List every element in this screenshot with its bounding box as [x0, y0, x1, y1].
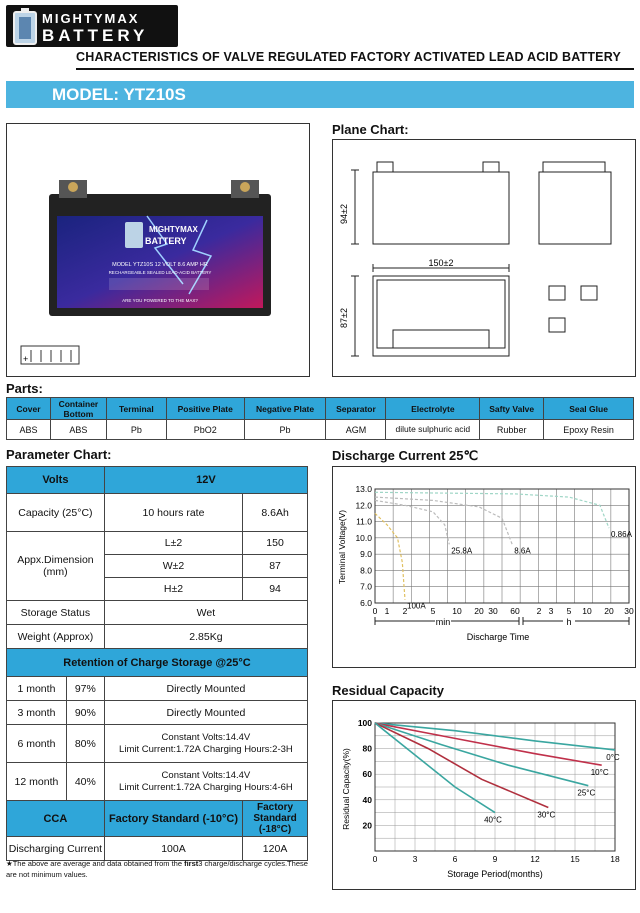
document-headline: CHARACTERISTICS OF VALVE REGULATED FACTORY ACTIVATED LEAD ACID BATTERY — [76, 50, 622, 64]
dim-label: L±2 — [104, 532, 242, 555]
discharge-chart-box — [332, 466, 636, 668]
brand-line-2: BATTERY — [42, 26, 149, 45]
x-tick-label: 0 — [372, 606, 378, 616]
x-tick-label: 3 — [548, 606, 554, 616]
residual-ylabel: Residual Capacity(%) — [341, 748, 351, 830]
cca-label: CCA — [7, 801, 105, 837]
series-label: 25.8A — [451, 546, 473, 556]
retention-period: 1 month — [7, 677, 67, 701]
y-tick-label: 40 — [362, 794, 372, 805]
parameter-title: Parameter Chart: — [6, 447, 112, 462]
label-brand-2: BATTERY — [145, 236, 187, 246]
retention-row — [7, 701, 308, 725]
x-tick-label: 18 — [610, 854, 620, 864]
series-line — [375, 723, 588, 786]
retention-row — [7, 677, 308, 701]
parts-value: Epoxy Resin — [544, 420, 634, 440]
capacity-label: Capacity (25°C) — [7, 494, 105, 532]
parts-header: Negative Plate — [244, 398, 326, 420]
storage-value: Wet — [104, 601, 307, 625]
dim-length: 150±2 — [428, 258, 454, 268]
parts-header: Terminal — [106, 398, 166, 420]
retention-note-line-1: Constant Volts:14.4V — [161, 731, 251, 743]
retention-title: Retention of Charge Storage @25°C — [7, 649, 308, 677]
x-tick-label: 6 — [452, 854, 458, 864]
x-tick-label: 15 — [570, 854, 580, 864]
product-image-box — [6, 123, 310, 377]
retention-pct: 80% — [66, 725, 104, 763]
discharge-unit-min: min — [435, 617, 451, 627]
retention-period: 12 month — [7, 763, 67, 801]
x-tick-label: 12 — [530, 854, 540, 864]
retention-note — [104, 725, 307, 763]
retention-row — [7, 725, 308, 763]
parts-value: PbO2 — [166, 420, 244, 440]
retention-note: Directly Mounted — [104, 677, 307, 701]
x-tick-label: 30 — [488, 606, 498, 616]
plane-chart-box — [332, 139, 636, 377]
x-tick-label: 9 — [492, 854, 498, 864]
brand-line-1: MIGHTYMAX — [42, 11, 140, 26]
series-label: 0°C — [606, 752, 620, 762]
y-tick-label: 9.0 — [360, 549, 372, 560]
footnote-emph: first — [184, 859, 199, 868]
parts-value: Rubber — [480, 420, 544, 440]
parts-value: Pb — [244, 420, 326, 440]
discharging-value-1: 100A — [104, 837, 242, 861]
x-tick-label: 3 — [412, 854, 418, 864]
parts-header: Separator — [326, 398, 386, 420]
weight-value: 2.85Kg — [104, 625, 307, 649]
parts-header: Electrolyte — [386, 398, 480, 420]
series-label: 100A — [407, 601, 426, 611]
x-tick-label: 0 — [372, 854, 378, 864]
discharge-unit-h: h — [566, 617, 572, 627]
x-tick-label: 20 — [604, 606, 614, 616]
residual-title: Residual Capacity — [332, 683, 444, 698]
x-tick-label: 2 — [536, 606, 542, 616]
retention-pct: 90% — [66, 701, 104, 725]
parts-value: ABS — [50, 420, 106, 440]
x-tick-label: 10 — [582, 606, 592, 616]
y-tick-label: 10.0 — [355, 532, 372, 543]
series-label: 0.86A — [611, 530, 632, 540]
series-label: 30°C — [537, 810, 556, 820]
dimension-label: Appx.Dimension (mm) — [7, 532, 105, 601]
y-tick-label: 80 — [362, 743, 372, 754]
weight-label: Weight (Approx) — [7, 625, 105, 649]
series-label: 25°C — [577, 788, 596, 798]
dim-label: W±2 — [104, 555, 242, 578]
discharge-unit-brackets — [375, 617, 629, 625]
parts-header: Positive Plate — [166, 398, 244, 420]
capacity-value: 8.6Ah — [243, 494, 308, 532]
label-line-2: RECHARGEABLE SEALED LEAD-ACID BATTERY — [108, 270, 212, 275]
dim-label: H±2 — [104, 578, 242, 601]
y-tick-label: 7.0 — [360, 581, 372, 592]
retention-note-line-2: Limit Current:1.72A Charging Hours:2-3H — [119, 743, 293, 755]
x-tick-label: 1 — [384, 606, 390, 616]
x-tick-label: 5 — [430, 606, 436, 616]
plane-chart-title: Plane Chart: — [332, 122, 409, 137]
discharge-xlabel: Discharge Time — [466, 632, 530, 642]
parameter-table — [6, 466, 308, 861]
parts-header-row — [7, 398, 634, 420]
battery-illustration — [7, 124, 309, 376]
parts-header: Container Bottom — [50, 398, 106, 420]
dim-height: 94±2 — [339, 204, 349, 224]
factory-standard-10: Factory Standard (-10°C) — [104, 801, 242, 837]
polarity-plus: + — [23, 354, 29, 364]
retention-period: 3 month — [7, 701, 67, 725]
retention-period: 6 month — [7, 725, 67, 763]
retention-pct: 97% — [66, 677, 104, 701]
y-tick-label: 8.0 — [360, 565, 372, 576]
retention-note: Directly Mounted — [104, 701, 307, 725]
parts-value: ABS — [7, 420, 51, 440]
series-line — [375, 492, 609, 528]
parts-value: AGM — [326, 420, 386, 440]
y-tick-label: 6.0 — [360, 598, 372, 608]
series-label: 10°C — [590, 768, 609, 778]
parts-header: Seal Glue — [544, 398, 634, 420]
parts-title: Parts: — [6, 381, 43, 396]
x-tick-label: 20 — [474, 606, 484, 616]
series-label: 40°C — [484, 815, 502, 825]
parts-value-row — [7, 420, 634, 440]
discharge-ylabel: Terminal Voltage(V) — [337, 509, 347, 585]
model-bar — [6, 81, 634, 108]
footnote — [6, 858, 312, 880]
headline-rule — [76, 68, 634, 70]
capacity-rate: 10 hours rate — [104, 494, 242, 532]
x-tick-label: 10 — [452, 606, 462, 616]
y-tick-label: 60 — [362, 769, 372, 780]
brand-logo — [6, 5, 178, 47]
parts-value: Pb — [106, 420, 166, 440]
residual-chart-box — [332, 700, 636, 890]
storage-label: Storage Status — [7, 601, 105, 625]
plane-chart-drawing — [333, 140, 635, 376]
retention-note-line-1: Constant Volts:14.4V — [161, 769, 251, 781]
discharging-value-2: 120A — [243, 837, 308, 861]
retention-note — [104, 763, 307, 801]
discharge-chart — [333, 467, 635, 667]
series-label: 8.6A — [514, 546, 531, 556]
retention-row — [7, 763, 308, 801]
y-tick-label: 12.0 — [355, 500, 372, 511]
dim-width: 87±2 — [339, 308, 349, 328]
label-line-1: MODEL YTZ10S 12 VOLT 8.6 AMP HR — [112, 262, 208, 268]
model-title: MODEL: YTZ10S — [52, 85, 186, 104]
discharging-label: Discharging Current — [7, 837, 105, 861]
x-tick-label: 5 — [566, 606, 572, 616]
volts-value: 12V — [104, 467, 307, 494]
footnote-prefix: ★The above are average and data obtained from the — [6, 859, 185, 868]
footnote-suffix: 3 charge/discharge cycles.These are not minimum values. — [6, 859, 308, 879]
parts-header: Safty Valve — [480, 398, 544, 420]
x-tick-label: 2 — [402, 606, 408, 616]
residual-xlabel: Storage Period(months) — [447, 869, 543, 879]
y-tick-label: 11.0 — [356, 516, 372, 527]
battery-icon — [13, 11, 37, 45]
retention-note-line-2: Limit Current:1.72A Charging Hours:4-6H — [119, 781, 293, 793]
y-tick-label: 20 — [362, 820, 372, 831]
x-tick-label: 30 — [624, 606, 634, 616]
discharge-title: Discharge Current 25℃ — [332, 448, 479, 463]
y-tick-label: 13.0 — [355, 484, 372, 494]
factory-standard-18: Factory Standard (-18°C) — [243, 801, 308, 837]
parts-table — [6, 397, 634, 440]
x-tick-label: 60 — [510, 606, 520, 616]
y-tick-label: 100 — [357, 718, 372, 728]
residual-chart — [333, 701, 635, 889]
dim-value: 94 — [243, 578, 308, 601]
retention-pct: 40% — [66, 763, 104, 801]
dim-value: 150 — [243, 532, 308, 555]
label-line-3: ARE YOU POWERED TO THE MAX? — [122, 298, 198, 303]
label-brand-1: MIGHTYMAX — [149, 225, 198, 234]
parts-header: Cover — [7, 398, 51, 420]
dim-value: 87 — [243, 555, 308, 578]
volts-label: Volts — [7, 467, 105, 494]
parts-value: dilute sulphuric acid — [386, 420, 480, 440]
